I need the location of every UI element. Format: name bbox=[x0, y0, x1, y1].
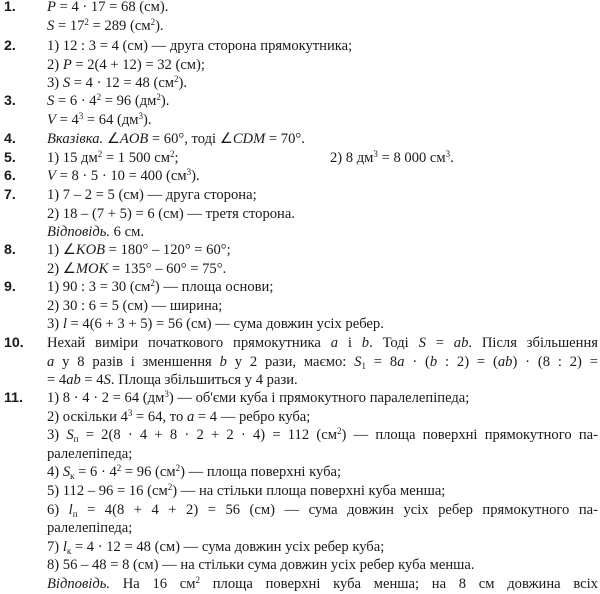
problem-lines bbox=[47, 167, 598, 186]
problem-number: 2. bbox=[4, 38, 16, 54]
solution-line: 4) $S_к = 6 \cdot 4^2 = 96$ $(см^2)$ — площа поверхні куба; bbox=[47, 463, 342, 482]
problem-number: 3. bbox=[4, 93, 16, 109]
solution-line: 1) ∠KOB = 180° – 120° = 60°; bbox=[47, 242, 231, 258]
solution-line: a у 8 разів і зменшення b у 2 рази, маємо: $S_1 = 8a \cdot (b$ : 2) = (ab) · (8 : 2) = bbox=[47, 353, 598, 371]
solution-line: P = 4 · 17 = 68 (см). bbox=[47, 0, 169, 15]
solution-line: Відповідь. 6 см. bbox=[47, 224, 144, 241]
solution-line: V = 8 · 5 · 10 = 400 $(см^3)$. bbox=[47, 167, 200, 184]
solution-line: Відповідь. На 16 $см^2$ площа поверхні куба менша; на 8 см довжина всіх bbox=[47, 574, 598, 592]
solution-line: 1) 90 : 3 = 30 $(см^2)$ — площа основи; bbox=[47, 278, 274, 295]
solution-line: 2) оскільки $4^3 = 64$, то a = 4 — ребро куба; bbox=[47, 407, 311, 425]
problem-number: 10. bbox=[4, 335, 24, 351]
solution-line: Вказівка. ∠AOB = 60°, тоді ∠CDM = 70°. bbox=[47, 131, 305, 147]
problem-number: 8. bbox=[4, 242, 16, 258]
problem-number: 7. bbox=[4, 187, 16, 203]
solution-line: 2) 30 : 6 = 5 (см) — ширина; bbox=[47, 297, 223, 314]
problem-number: 4. bbox=[4, 131, 16, 147]
solution-line: 5) 112 – 96 = 16 $(см^2)$ — на стільки площа поверхні куба менша; bbox=[47, 481, 446, 499]
solution-line bbox=[47, 149, 598, 168]
problem-lines bbox=[47, 241, 598, 278]
solution-line: 1) 7 – 2 = 5 (см) — друга сторона; bbox=[47, 187, 257, 203]
solution-line: $S = 17^2 = 289$ $(см^2)$. bbox=[47, 16, 164, 34]
solution-line: 1) 8 · 4 · 2 = 64 $(дм^3)$ — об'єми куба і прямокутного паралелепіпеда; bbox=[47, 389, 470, 406]
problem-lines bbox=[47, 389, 598, 594]
solution-line: Нехай виміри початкового прямокутника a і b. Тоді S = ab. Після збільшення bbox=[47, 335, 598, 351]
solution-line: ралелепіпеда; bbox=[47, 445, 133, 462]
solution-line: $V = 4^3 = 64$ $(дм^3)$. bbox=[47, 110, 152, 128]
problem-lines bbox=[47, 149, 598, 168]
problem-number: 9. bbox=[4, 279, 16, 295]
problem-number: 11. bbox=[4, 390, 23, 406]
problem-lines bbox=[47, 186, 598, 242]
solution-line: 2) ∠MOK = 135° – 60° = 75°. bbox=[47, 260, 227, 277]
solution-line: 3) $S_п = 2(8 \cdot 4 + 8 \cdot 2 + 2 \cdot 4) = 112$ $(см^2)$ — площа поверхні прямокутного па- bbox=[47, 426, 598, 445]
problem-number: 6. bbox=[4, 168, 16, 184]
solution-line: 2) P = 2(4 + 12) = 32 (см); bbox=[47, 56, 205, 73]
problem-lines bbox=[47, 37, 598, 93]
solution-line: = 4ab = 4S. Площа збільшиться у 4 рази. bbox=[47, 372, 298, 389]
solution-line: 2) 18 – (7 + 5) = 6 (см) — третя сторона. bbox=[47, 205, 295, 222]
solution-line: 7) $l_к = 4 \cdot 12 = 48$ (см) — сума довжин усіх ребер куба; bbox=[47, 538, 385, 556]
problem-lines bbox=[47, 278, 598, 334]
solution-line: ралелепіпеда; bbox=[47, 520, 133, 537]
solution-line: 1) 12 : 3 = 4 (см) — друга сторона прямокутника; bbox=[47, 38, 353, 54]
problem-number: 1. bbox=[4, 0, 16, 15]
problem-number: 5. bbox=[4, 150, 16, 166]
problem-lines bbox=[47, 130, 598, 149]
solution-line: $S = 6 \cdot 4^2 = 96$ $(дм^2)$. bbox=[47, 92, 170, 109]
problem-lines bbox=[47, 334, 598, 390]
solution-line: 3) l = 4(6 + 3 + 5) = 56 (см) — сума довжин усіх ребер. bbox=[47, 316, 384, 333]
problem-lines bbox=[47, 0, 598, 35]
problem-lines bbox=[47, 92, 598, 129]
solution-part-2: 2) 8 $дм^3 = 8$ 000 $см^3$. bbox=[330, 149, 454, 166]
solution-line: 6) $l_п = 4(8 + 4 + 2) = 56$ (см) — сума довжин усіх ребер прямокутного па- bbox=[47, 501, 598, 519]
solution-line: 3) S = 4 · 12 = 48 $(см^2)$. bbox=[47, 74, 188, 92]
solution-line: 8) 56 – 48 = 8 (см) — на стільки сума довжин усіх ребер куба менша. bbox=[47, 557, 475, 574]
solution-part-1: 1) 15 $дм^2 = 1$ 500 $см^2$; bbox=[47, 149, 179, 166]
